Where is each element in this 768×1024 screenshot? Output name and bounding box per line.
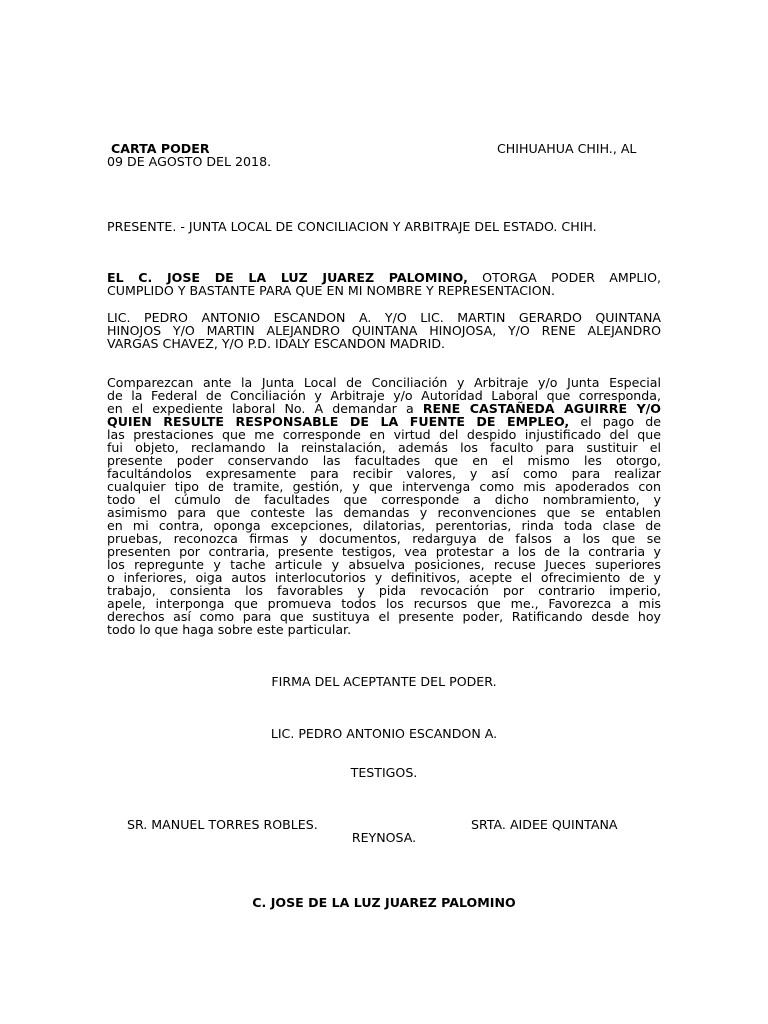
body-line: los repregunte y tache articule y absuelva posiciones, recuse Jueces superiores bbox=[107, 557, 661, 572]
acceptor-label: FIRMA DEL ACEPTANTE DEL PODER. bbox=[271, 674, 497, 689]
acceptor-name: LIC. PEDRO ANTONIO ESCANDON A. bbox=[270, 726, 498, 741]
body-line: cualquier tipo de tramite, gestión, y que intervenga como mis apoderados con bbox=[107, 479, 661, 494]
body-line: fui objeto, reclamando la reinstalación, además los faculto para sustituir el bbox=[107, 440, 661, 455]
date-line: 09 DE AGOSTO DEL 2018. bbox=[107, 154, 272, 169]
body-line: pruebas, reconozca firmas y documentos, redarguya de falsos a los que se bbox=[107, 531, 661, 546]
body-line: derechos así como para que sustituya el presente poder, Ratificando desde hoy bbox=[107, 609, 661, 624]
body-line: en mi contra, oponga excepciones, dilatorias, perentorias, rinda toda clase de bbox=[107, 518, 661, 533]
witness-2-surname: REYNOSA. bbox=[351, 830, 417, 845]
place-line: CHIHUAHUA CHIH., AL bbox=[497, 141, 637, 156]
body-text: en el expediente laboral No. A demandar a bbox=[107, 401, 414, 416]
body-line: presente poder conservando las facultades que en el mismo les otorgo, bbox=[107, 453, 661, 468]
document-title: CARTA PODER bbox=[111, 141, 210, 156]
body-line: Comparezcan ante la Junta Local de Conciliación y Arbitraje y/o Junta Especial bbox=[107, 375, 661, 390]
body-line: apele, interponga que promueva todos los recursos que me., Favorezca a mis bbox=[107, 596, 661, 611]
grantor-text: OTORGA PODER AMPLIO, bbox=[482, 270, 661, 285]
body-line: las prestaciones que me corresponde en virtud del despido injustificado del que bbox=[107, 427, 661, 442]
defendant-clause: QUIEN RESULTE RESPONSABLE DE LA FUENTE DE EMPLEO, bbox=[107, 414, 570, 429]
grantor-name: EL C. JOSE DE LA LUZ JUAREZ PALOMINO, bbox=[107, 270, 468, 285]
grantor-line-2: CUMPLIDO Y BASTANTE PARA QUE EN MI NOMBRE Y REPRESENTACION. bbox=[107, 283, 556, 298]
witness-1-name: SR. MANUEL TORRES ROBLES. bbox=[127, 817, 318, 832]
grantor-paragraph bbox=[107, 271, 661, 297]
grantor-signature-name: C. JOSE DE LA LUZ JUAREZ PALOMINO bbox=[252, 895, 516, 910]
attorneys-line: VARGAS CHAVEZ, Y/O P.D. IDALY ESCANDON MADRID. bbox=[107, 336, 446, 351]
body-line: asimismo para que conteste las demandas y reconvenciones que se entablen bbox=[107, 505, 661, 520]
body-line: todo el cúmulo de facultades que corresponde a dicho nombramiento, y bbox=[107, 492, 661, 507]
witnesses-label: TESTIGOS. bbox=[350, 765, 418, 780]
body-line: trabajo, consienta los favorables y pida revocación por contrario imperio, bbox=[107, 583, 661, 598]
body-paragraph bbox=[107, 376, 661, 636]
body-line: de la Federal de Conciliación y Arbitraje y/o Autoridad Laboral que corresponda, bbox=[107, 388, 661, 403]
body-text: el pago de bbox=[580, 414, 661, 429]
attorneys-line: LIC. PEDRO ANTONIO ESCANDON A. Y/O LIC. MARTIN GERARDO QUINTANA bbox=[107, 310, 661, 325]
defendant-name: RENE CASTAÑEDA AGUIRRE Y/O bbox=[422, 401, 661, 416]
addressee: PRESENTE. - JUNTA LOCAL DE CONCILIACION Y ARBITRAJE DEL ESTADO. CHIH. bbox=[107, 219, 597, 234]
body-line: presenten por contraria, presente testigos, vea protestar a los de la contraria y bbox=[107, 544, 661, 559]
body-line: todo lo que haga sobre este particular. bbox=[107, 622, 352, 637]
witness-2-name: SRTA. AIDEE QUINTANA bbox=[471, 817, 618, 832]
attorneys-line: HINOJOS Y/O MARTIN ALEJANDRO QUINTANA HINOJOSA, Y/O RENE ALEJANDRO bbox=[107, 323, 661, 338]
body-line: o inferiores, oiga autos interlocutorios y definitivos, acepte el ofrecimiento de y bbox=[107, 570, 661, 585]
attorneys-paragraph bbox=[107, 311, 661, 350]
body-line: facultándolos expresamente para recibir valores, y así como para realizar bbox=[107, 466, 661, 481]
